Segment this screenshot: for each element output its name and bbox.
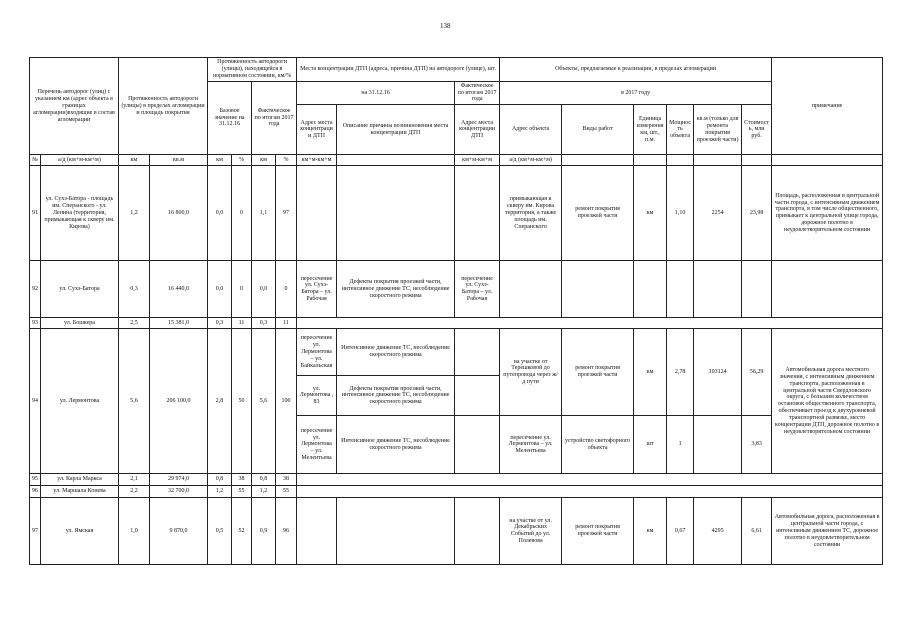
repair-sqm: 2254: [694, 166, 742, 261]
actual-km: 1,2: [252, 486, 276, 498]
header-note: примечание: [772, 58, 883, 155]
unit: км: [634, 498, 667, 565]
header-length: Протяженность автодороги (улицы) в пределах агломерации и площадь покрытия: [119, 58, 208, 155]
capacity: 1: [667, 416, 694, 474]
capacity: 0,67: [667, 498, 694, 565]
header-addr-dtp: Адрес места концентрации ДТП: [297, 105, 337, 155]
object-address: примыкающая к скверу им. Кирова территория, а также площадь им. Сперанского: [500, 166, 562, 261]
base-km: 0,8: [208, 474, 232, 486]
header-dtp-places: Места концентрации ДТП (адреса, причина ДТП) на автодороге (улице), шт.: [297, 58, 500, 82]
header-cost: Стоимость, млн руб.: [742, 105, 772, 155]
area-sqm: 16 800,0: [150, 166, 208, 261]
actual-km: 0,3: [252, 318, 276, 329]
row-number: 96: [30, 486, 41, 498]
table-row: [30, 329, 883, 376]
unit: км: [634, 166, 667, 261]
table-row: [30, 486, 883, 498]
dtp-address: пересечение ул. Сухэ-Батора – ул. Рабочая: [297, 261, 337, 318]
actual-km: 1,1: [252, 166, 276, 261]
header-units-row: [30, 155, 883, 166]
base-pct: 50: [232, 329, 252, 474]
unit-km-range: а/д (км+м-км+м): [41, 155, 119, 166]
unit-km: км: [119, 155, 150, 166]
header-actual-2017: Фактическое по итогам 2017 года: [252, 81, 297, 155]
road-name: ул. Карла Маркса: [41, 474, 119, 486]
object-address: на участке от Терешковой до путепровода через ж/д пути: [500, 329, 562, 416]
work-type: ремонт покрытия проезжей части: [562, 166, 634, 261]
unit-km-base: км: [208, 155, 232, 166]
dtp-cause: Интенсивное движение ТС, несоблюдение скоростного режима: [337, 329, 455, 376]
table-row: [30, 474, 883, 486]
header-sqm: кв.м (только для ремонта покрытия проезжей части): [694, 105, 742, 155]
base-pct: 52: [232, 498, 252, 565]
area-sqm: 16 440,0: [150, 261, 208, 318]
dtp-address: пересечение ул. Лермонтова – ул. Байкальская: [297, 329, 337, 376]
header-capacity: Мощность объекта: [667, 105, 694, 155]
table-row: [30, 498, 883, 565]
header-work-type: Виды работ: [562, 105, 634, 155]
unit-sqm: кв.м: [150, 155, 208, 166]
base-km: 0,5: [208, 498, 232, 565]
header-addr-object: Адрес объекта: [500, 105, 562, 155]
capacity: 1,10: [667, 166, 694, 261]
actual-pct: 0: [276, 261, 297, 318]
cost: 6,61: [742, 498, 772, 565]
actual-km: 0,9: [252, 498, 276, 565]
road-name: ул. Маршала Конева: [41, 486, 119, 498]
dtp-cause: Дефекты покрытия проезжей части, интенсивное движение ТС, несоблюдение скоростного режима: [337, 261, 455, 318]
length-km: 2,5: [119, 318, 150, 329]
road-name: ул. Сухэ-Батора: [41, 261, 119, 318]
base-km: 0,0: [208, 261, 232, 318]
row-number: 97: [30, 498, 41, 565]
header-base-value: Базовое значение на 31.12.16: [208, 81, 252, 155]
dtp-address: пересечение ул. Лермонтова – ул. Мелентьева: [297, 416, 337, 474]
unit-km-range-obj: а/д (км+м-км+м): [500, 155, 562, 166]
repair-sqm: 103124: [694, 329, 742, 416]
header-actual-dtp-2017: Фактическое по итогам 2017 года: [455, 81, 500, 105]
unit-km-actual: км: [252, 155, 276, 166]
actual-pct: 38: [276, 474, 297, 486]
length-km: 2,1: [119, 474, 150, 486]
work-type: ремонт покрытия проезжей части: [562, 329, 634, 416]
base-pct: 38: [232, 474, 252, 486]
row-number: 93: [30, 318, 41, 329]
base-pct: 11: [232, 318, 252, 329]
object-address: пересечение ул. Лермонтова – ул. Мелентьева: [500, 416, 562, 474]
area-sqm: 206 100,0: [150, 329, 208, 474]
base-pct: 0: [232, 166, 252, 261]
unit: км: [634, 329, 667, 416]
actual-km: 5,6: [252, 329, 276, 474]
unit-kmm-dtp-2: км+м-км+м: [455, 155, 500, 166]
length-km: 5,6: [119, 329, 150, 474]
table-row: [30, 166, 883, 261]
row-number: 92: [30, 261, 41, 318]
base-km: 2,8: [208, 329, 232, 474]
dtp-cause: Интенсивное движение ТС, несоблюдение скоростного режима: [337, 416, 455, 474]
unit-pct-actual: %: [276, 155, 297, 166]
unit: шт: [634, 416, 667, 474]
note: Автомобильная дорога местного значения, с интенсивным движением транспорта, расположенная в центральной части Свердловского округа, с большим количеством остановок общественного транспорта, обеспечивает проезд к двухуровневой транспортной развязке, место концентрации ДТП, дорожное полотно в неудовлетворительном состоянии: [772, 329, 883, 474]
header-cause-desc: Описание причины возникновения места концентрации ДТП: [337, 105, 455, 155]
unit-pct-base: %: [232, 155, 252, 166]
base-km: 0,3: [208, 318, 232, 329]
note: Площадь, расположенная в центральной части города, с интенсивным движением транспорта, в том числе общественного, примыкает к центральной улице города, дорожное полотно в неудовлетворительном состоянии: [772, 166, 883, 261]
work-type: устройство светофорного объекта: [562, 416, 634, 474]
dtp-address: ул. Лермонтова , 83: [297, 376, 337, 416]
page-number: 138: [440, 22, 451, 30]
road-name: ул. Лермонтова: [41, 329, 119, 474]
base-km: 1,2: [208, 486, 232, 498]
note: Автомобильная дорога, расположенная в центральной части города, с интенсивным движением ТС, дорожное полотно в неудовлетворительном состоянии: [772, 498, 883, 565]
header-addr-dtp-2: Адрес места концентрации ДТП: [455, 105, 500, 155]
cost: 23,98: [742, 166, 772, 261]
area-sqm: 15 381,0: [150, 318, 208, 329]
row-number: 91: [30, 166, 41, 261]
table-row: [30, 261, 883, 318]
actual-km: 0,8: [252, 474, 276, 486]
work-type: ремонт покрытия проезжей части: [562, 498, 634, 565]
object-address: на участке от ул. Декабрьских Событий до ул. Полевова: [500, 498, 562, 565]
actual-pct: 11: [276, 318, 297, 329]
table-row: [30, 318, 883, 329]
length-km: 1,0: [119, 498, 150, 565]
road-name: ул. Бошкера: [41, 318, 119, 329]
unit-kmm-dtp: км+м-км+м: [297, 155, 337, 166]
row-number: 95: [30, 474, 41, 486]
unit-no: №: [30, 155, 41, 166]
base-pct: 0: [232, 261, 252, 318]
road-objects-table: [29, 57, 883, 565]
actual-pct: 97: [276, 166, 297, 261]
header-on-date: на 31.12.16: [297, 81, 455, 105]
area-sqm: 9 870,0: [150, 498, 208, 565]
road-name: ул. Сухэ-Батора - площадь им. Сперанского - ул. Ленина (территория, примыкающая к скверу им. Кирова): [41, 166, 119, 261]
actual-pct: 55: [276, 486, 297, 498]
actual-pct: 100: [276, 329, 297, 474]
length-km: 0,3: [119, 261, 150, 318]
header-row-1: [30, 58, 883, 82]
cost: 56,29: [742, 329, 772, 416]
cost: 3,83: [742, 416, 772, 474]
road-name: ул. Ямская: [41, 498, 119, 565]
header-unit: Единица измерения км, шт., п.м.: [634, 105, 667, 155]
dtp-address-actual: пересечение ул. Сухэ-Батора – ул. Рабочая: [455, 261, 500, 318]
base-km: 0,0: [208, 166, 232, 261]
unit-cause-blank: [337, 155, 455, 166]
header-list-roads: Перечень автодорог (улиц) с указанием км (адрес объекта в границах агломерации)входящие в состав агломерации: [30, 58, 119, 155]
length-km: 1,2: [119, 166, 150, 261]
header-objects: Объекты, предлагаемые к реализации, в пределах агломерации: [500, 58, 772, 82]
base-pct: 55: [232, 486, 252, 498]
area-sqm: 29 974,0: [150, 474, 208, 486]
header-normative: Протяженность автодороги (улицы), находящейся в нормативном состоянии, км/%: [208, 58, 297, 82]
row-number: 94: [30, 329, 41, 474]
header-year-2017: в 2017 году: [500, 81, 772, 105]
dtp-cause: Дефекты покрытия проезжей части, интенсивное движение ТС, несоблюдение скоростного режима: [337, 376, 455, 416]
repair-sqm: 4295: [694, 498, 742, 565]
length-km: 2,2: [119, 486, 150, 498]
capacity: 2,78: [667, 329, 694, 416]
area-sqm: 32 700,0: [150, 486, 208, 498]
actual-pct: 96: [276, 498, 297, 565]
actual-km: 0,0: [252, 261, 276, 318]
